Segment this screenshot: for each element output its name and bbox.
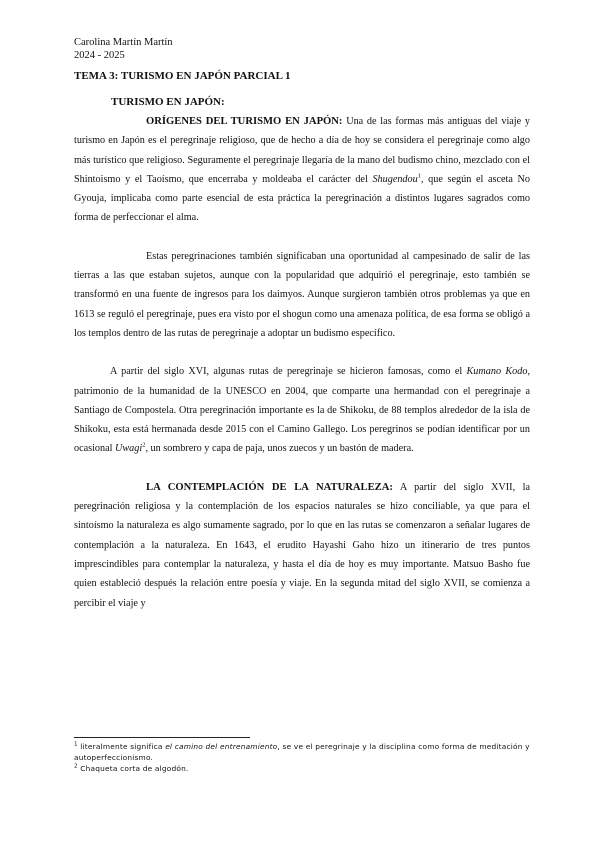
kumano-kodo-term: Kumano Kodo (466, 366, 528, 378)
footnote-divider (74, 737, 250, 738)
author-name: Carolina Martín Martín (74, 37, 173, 48)
shugendou-term: Shugendou (372, 173, 418, 185)
footnotes (74, 737, 530, 774)
footnote-ref-1[interactable]: 1 (417, 172, 421, 180)
routes-text-a: A partir del siglo XVI, algunas rutas de peregrinaje se hicieron famosas, como el (110, 366, 467, 378)
paragraph-origins (74, 112, 530, 228)
paragraph-routes (74, 362, 530, 458)
footnote-2 (74, 763, 530, 774)
origins-text-a: Una de las formas más antiguas del viaje y turismo en Japón es el peregrinaje religioso, que de hecho a día de hoy se considera el peregrinaje como algo más turístico que religioso. Seguramente el peregrinaje llegaría de la mano del budismo chino, mezclado con el Shintoismo y el Taoísmo, que encerraba y moldeaba el carácter del (74, 116, 530, 185)
footnote-1-number: 1 (74, 741, 78, 748)
document-page (74, 36, 530, 613)
paragraph-pilgrimages: Estas peregrinaciones también significaban una oportunidad al campesinado de salir de las tierras a las que estaban sujetos, aunque con la popularidad que adquirió el peregrinaje, esto también se transformó en una fuente de ingresos para los daimyos. Aunque surgieron también otros problemas ya que en 1613 se reguló el peregrinaje, pues era visto por el shogun como una amenaza política, de esa forma se obligó a los templos dentro de las rutas de peregrinaje a adoptar un budismo específico. (74, 250, 530, 339)
document-title: TEMA 3: TURISMO EN JAPÓN PARCIAL 1 (74, 70, 291, 82)
origins-text-b: , que según el asceta No Gyouja, implicaba como parte esencial de esta práctica la peregrinación a distintos lugares sagrados como forma de perfeccionar el alma. (74, 173, 530, 224)
origins-heading: ORÍGENES DEL TURISMO EN JAPÓN: (146, 116, 343, 127)
routes-text-c: , un sombrero y capa de paja, unos zuecos y un bastón de madera. (145, 443, 414, 455)
footnote-2-number: 2 (74, 763, 78, 770)
routes-text-b: , patrimonio de la humanidad de la UNESCO en 2004, que comparte una hermandad con el peregrinaje a Santiago de Compostela. Otra peregrinación importante es la de Shikoku, de 88 templos alrededor de la isla de Shikoku, esta está hermanada desde 2015 con el Camino Gallego. Los peregrinos se podían identificar por un ocasional (74, 366, 530, 455)
footnote-1-text-b: , se ve el peregrinaje y la disciplina como forma de meditación y autoperfeccionismo. (74, 742, 530, 762)
nature-text: A partir del siglo XVII, la peregrinación religiosa y la contemplación de los espacios naturales se hizo conciliable, ya que para el sintoísmo la naturaleza es algo sumamente sagrado, por lo que en las rutas se comenzaron a señalar lugares de contemplación a la naturaleza. En 1643, el erudito Hayashi Gaho hizo un itinerario de tres puntos imprescindibles para contemplar la naturaleza, y hasta el día de hoy es muy importante. Matsuo Basho fue quien estableció después la relación entre poesía y viaje. En la segunda mitad del siglo XVII, se comienza a percibir el viaje y (74, 481, 530, 609)
paragraph-nature (74, 478, 530, 613)
footnote-1 (74, 741, 530, 763)
footnote-2-text: Chaqueta corta de algodón. (77, 764, 189, 773)
footnote-1-text-a: literalmente significa (77, 742, 166, 751)
nature-heading: LA CONTEMPLACIÓN DE LA NATURALEZA: (146, 481, 393, 493)
section-title: TURISMO EN JAPÓN: (111, 96, 225, 108)
academic-year: 2024 - 2025 (74, 50, 125, 61)
footnote-ref-2[interactable]: 2 (142, 442, 146, 450)
uwagi-term: Uwagi (115, 443, 143, 455)
footnote-1-italic: el camino del entrenamiento (165, 742, 278, 751)
